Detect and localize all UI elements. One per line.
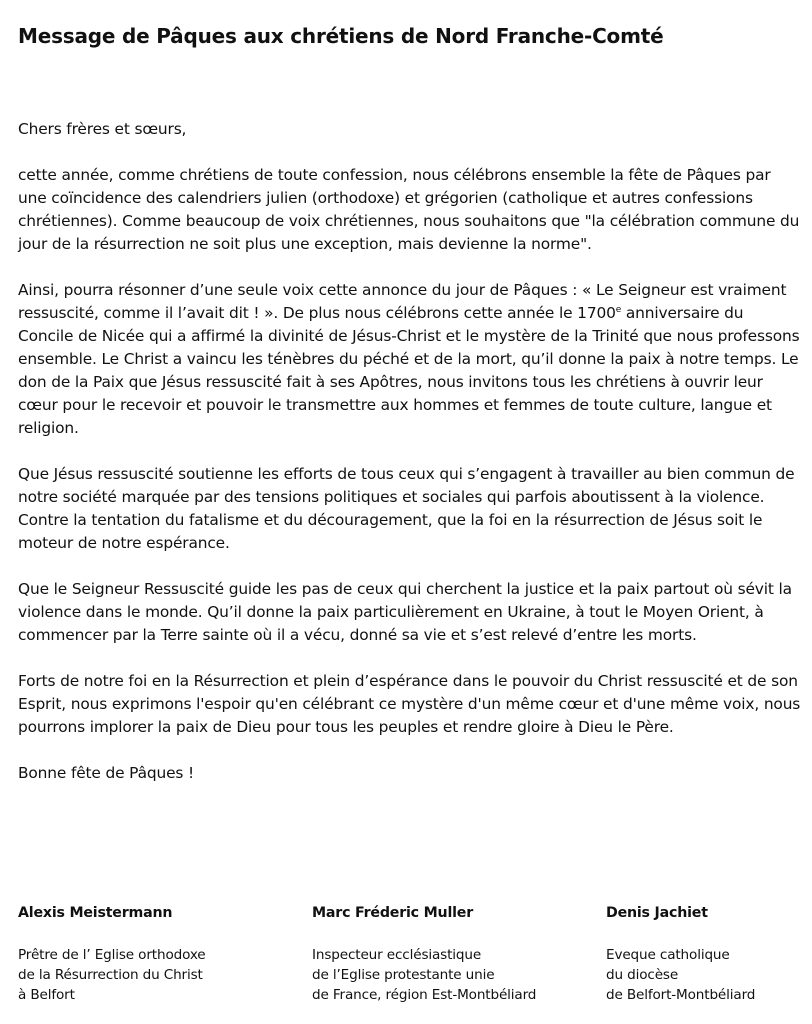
signatory-role-line: de France, région Est-Montbéliard xyxy=(312,987,537,1003)
signatory-role xyxy=(18,945,206,1005)
paragraph-nicea-text-start: Ainsi, pourra résonner d’une seule voix cette annonce du jour de Pâques : « Le Seigneur est vraiment ressuscité, comme il l’avait dit ! ». De plus nous célébrons cette année le 1700 xyxy=(18,281,787,322)
ordinal-superscript: e xyxy=(615,305,622,315)
signatory-name: Marc Fréderic Muller xyxy=(312,905,473,921)
paragraph-common-good: Que Jésus ressuscité soutienne les efforts de tous ceux qui s’engagent à travailler au bien commun de notre société marquée par des tensions politiques et sociales qui parfois aboutissent à la violence. Contre la tentation du fatalisme et du découragement, que la foi en la résurrection de Jésus soit le moteur de notre espérance. xyxy=(18,465,795,552)
signatory-role xyxy=(312,945,536,1005)
signatory-protestant xyxy=(312,903,536,1005)
paragraph-resurrection-hope: Forts de notre foi en la Résurrection et plein d’espérance dans le pouvoir du Christ ressuscité et de son Esprit, nous exprimons l'espoir qu'en célébrant ce mystère d'un même cœur et d'une même voix, nous pourrons implorer la paix de Dieu pour tous les peuples et rendre gloire à Dieu le Père. xyxy=(18,672,801,736)
page-title: Message de Pâques aux chrétiens de Nord Franche-Comté xyxy=(18,24,664,48)
salutation: Chers frères et sœurs, xyxy=(18,120,187,138)
signatory-role-line: de la Résurrection du Christ xyxy=(18,967,203,983)
paragraph-nicea-text-end: anniversaire du Concile de Nicée qui a affirmé la divinité de Jésus-Christ et le mystère de la Trinité que nous professons ensemble. Le Christ a vaincu les ténèbres du péché et de la mort, qu’il donne la paix à notre temps. Le don de la Paix que Jésus ressuscité fait à ses Apôtres, nous invitons tous les chrétiens à ouvrir leur cœur pour le recevoir et pouvoir le transmettre aux hommes et femmes de toute culture, langue et religion. xyxy=(18,304,800,437)
signatory-role xyxy=(606,945,755,1005)
signatory-orthodox xyxy=(18,903,206,1005)
signatory-role-line: Eveque catholique xyxy=(606,947,730,963)
signatory-name: Alexis Meistermann xyxy=(18,905,173,921)
signatory-role-line: de Belfort-Montbéliard xyxy=(606,987,756,1003)
signatory-role-line: de l’Eglise protestante unie xyxy=(312,967,495,983)
signatory-role-line: Inspecteur ecclésiastique xyxy=(312,947,482,963)
signatory-role-line: à Belfort xyxy=(18,987,75,1003)
signatory-name: Denis Jachiet xyxy=(606,905,708,921)
closing-greeting: Bonne fête de Pâques ! xyxy=(18,764,195,782)
paragraph-peace-prayer: Que le Seigneur Ressuscité guide les pas de ceux qui cherchent la justice et la paix partout où sévit la violence dans le monde. Qu’il donne la paix particulièrement en Ukraine, à tout le Moyen Orient, à commencer par la Terre sainte où il a vécu, donné sa vie et s’est relevé d’entre les morts. xyxy=(18,580,792,644)
signatory-catholic xyxy=(606,903,755,1005)
letter-body xyxy=(18,118,803,808)
paragraph-easter-coincidence: cette année, comme chrétiens de toute confession, nous célébrons ensemble la fête de Pâques par une coïncidence des calendriers julien (orthodoxe) et grégorien (catholique et autres confessions chrétiennes). Comme beaucoup de voix chrétiennes, nous souhaitons que "la célébration commune du jour de la résurrection ne soit plus une exception, mais devienne la norme". xyxy=(18,166,800,253)
signature-block xyxy=(18,903,808,1013)
signatory-role-line: du diocèse xyxy=(606,967,679,983)
paragraph-nicea-anniversary xyxy=(18,279,803,440)
signatory-role-line: Prêtre de l’ Eglise orthodoxe xyxy=(18,947,206,963)
